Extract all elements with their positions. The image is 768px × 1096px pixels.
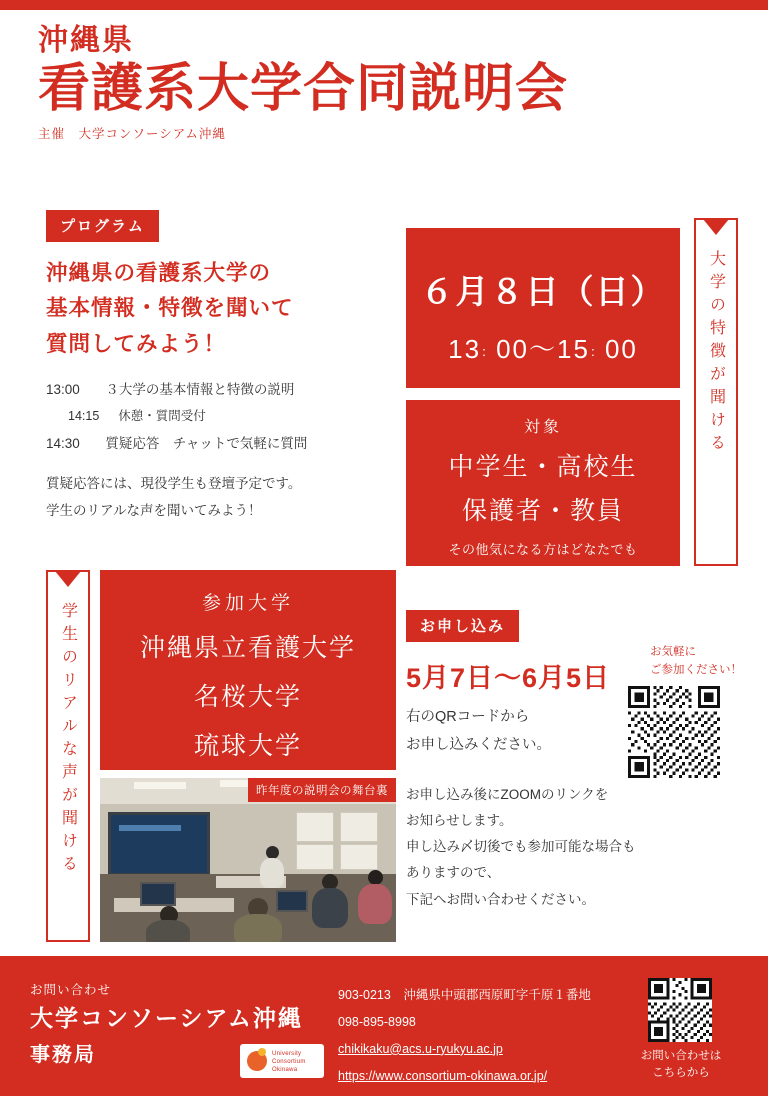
program-note-line-1: 質疑応答には、現役学生も登壇予定です。 [46,476,302,492]
logo-mark-icon [247,1051,267,1071]
prefecture-label: 沖縄県 [38,24,134,57]
schedule-text: 質疑応答 チャットで気軽に質問 [105,435,308,451]
event-time-end-min: 00 [604,334,638,364]
host-label: 主催 大学コンソーシアム沖縄 [38,127,226,142]
application-body-line-4: ありますので、 [406,865,501,881]
ribbon-right-text: 大学の特徴が聞ける [707,250,725,457]
photo-poster [340,844,378,870]
event-time-sep: ： [481,344,497,360]
application-qr-note-line-2: ご参加ください！ [650,663,742,676]
program-lead-line-2: 基本情報・特徴を聞いて [46,296,294,321]
target-heading: 対象 [523,419,562,436]
university-item: 名桜大学 [193,683,302,711]
photo-poster [296,812,334,842]
schedule-time: 13:00 [46,382,80,398]
footer-phone: 098-895-8998 [338,1014,416,1029]
down-arrow-icon [703,219,729,235]
participating-universities-box [100,570,396,770]
contact-qr-code[interactable] [648,978,712,1042]
consortium-logo [240,1044,324,1078]
footer-office: 事務局 [30,1044,96,1066]
event-time-sep: ： [589,344,605,360]
photo-person-head [368,870,383,885]
program-lead-line-3: 質問してみよう！ [46,331,227,356]
schedule-time: 14:15 [68,409,100,424]
photo-poster [296,844,334,870]
application-qr-code[interactable] [628,686,720,778]
university-item: 琉球大学 [193,732,302,760]
logo-text-line-1: University [272,1051,302,1057]
event-date-box [406,228,680,388]
photo-person [234,914,282,942]
application-qr-lead-line-2: お申し込みください。 [406,737,551,754]
program-section [46,210,396,524]
photo-monitor [276,890,308,912]
logo-text-line-2: Consortium [272,1059,306,1065]
photo-person [312,888,348,928]
schedule-row [46,404,396,430]
universities-heading: 参加大学 [201,593,294,614]
schedule-text: ３大学の基本情報と特徴の説明 [105,382,295,398]
application-qr-lead-line-1: 右のQRコードから [406,709,530,725]
contact-qr-note [626,1048,736,1083]
event-time-start-hour: 13 [448,334,482,364]
program-note-line-2: 学生のリアルな声を聞いてみよう！ [46,502,262,518]
target-line-1: 中学生・高校生 [448,453,638,481]
schedule-list [46,376,396,457]
program-lead-line-1: 沖縄県の看護系大学の [46,261,272,285]
program-lead [46,256,396,362]
application-body-line-2: お知らせします。 [406,812,513,828]
schedule-row [46,376,396,404]
ribbon-left-text: 学生のリアルな声が聞ける [59,602,77,878]
schedule-text: 休憩・質問受付 [118,409,206,424]
top-accent-bar [0,0,768,10]
ribbon-student-voices [46,570,90,942]
photo-caption: 昨年度の説明会の舞台裏 [248,778,396,802]
footer-label: お問い合わせ [30,983,112,997]
application-body [406,782,736,914]
application-qr-note [650,644,750,680]
application-tag: お申し込み [406,610,519,642]
schedule-time: 14:30 [46,435,80,451]
program-note [46,471,396,524]
event-time [406,329,680,366]
qr-code-icon [648,978,712,1042]
event-time-end-hour: 15 [557,334,590,364]
event-photo [100,778,396,942]
contact-qr-note-line-2: こちらから [652,1067,710,1080]
page-title: 看護系大学合同説明会 [38,60,569,118]
application-body-line-1: お申し込み後にZOOMのリンクを [406,786,609,802]
photo-poster [340,812,378,842]
poster-page [0,10,768,1086]
logo-text-line-3: Okinawa [272,1067,298,1073]
footer-organization: 大学コンソーシアム沖縄 [30,1005,303,1031]
footer-email[interactable]: chikikaku@acs.u-ryukyu.ac.jp [338,1041,503,1056]
footer-url[interactable]: https://www.consortium-okinawa.or.jp/ [338,1068,548,1083]
photo-monitor [140,882,176,906]
photo-projector-screen [108,812,210,876]
application-body-line-5: 下記へお問い合わせください。 [406,891,595,907]
event-time-start-min: 00 [496,334,529,364]
application-qr-note-line-1: お気軽に [650,646,696,658]
photo-ceiling-light [134,782,186,789]
photo-person [146,920,190,942]
schedule-row [46,430,396,458]
photo-person [358,884,392,924]
footer-details [338,982,591,1090]
contact-qr-note-line-1: お問い合わせは [640,1050,722,1062]
application-period: 5月7日〜6月5日 [406,663,611,693]
university-item: 沖縄県立看護大学 [139,634,356,662]
target-line-2: 保護者・教員 [461,497,624,525]
event-time-tilde: 〜 [528,334,557,364]
qr-code-icon [628,686,720,778]
target-audience-box [406,400,680,566]
down-arrow-icon [55,571,81,587]
poster-header [0,10,768,142]
footer-address: 903-0213 沖縄県中頭郡西原町字千原１番地 [338,988,591,1002]
target-line-3: その他気になる方はどなたでも [448,542,638,557]
photo-person [260,858,284,888]
application-body-line-3: 申し込み〆切後でも参加可能な場合も [406,839,636,855]
ribbon-university-features [694,218,738,566]
event-date: ６月８日（日） [420,273,666,310]
program-tag: プログラム [46,210,159,242]
